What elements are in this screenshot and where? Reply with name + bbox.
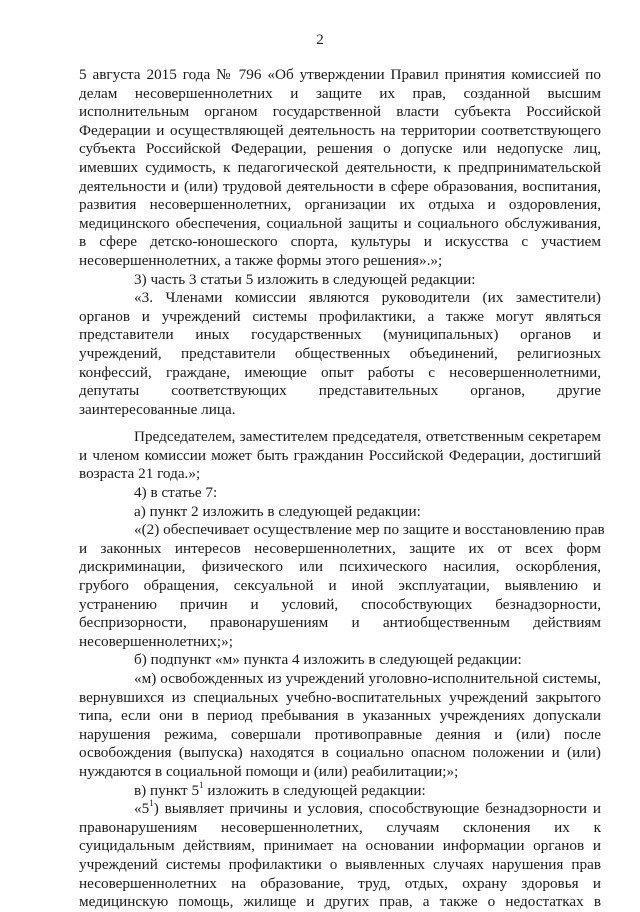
page-number: 2 [316,32,324,48]
text-line [79,726,601,745]
text-line-content: органов и учреждений системы профилактики, а также могут являться [79,307,601,325]
text-line-content: а) пункт 2 изложить в следующей редакции: [134,502,421,520]
text-line-tail: изложить в следующей редакции: [203,781,426,799]
text-line [79,577,601,596]
text-line-content: правонарушениям несовершеннолетних, случаям склонения их к [79,818,601,836]
text-line [79,856,601,875]
text-line-content: беспризорности, правонарушениям и антиобщественным действиям [79,614,601,632]
text-line-content: конфессий, граждане, имеющие опыт работы с несовершеннолетними, [79,363,601,381]
text-line-content: Председателем, заместителем председателя, ответственным секретарем [134,428,601,446]
superscript: 1 [149,798,154,809]
text-line [79,233,601,252]
text-line [79,66,601,85]
text-line [79,196,601,215]
text-line [79,484,601,503]
text-line [79,779,601,801]
text-line-content: возраста 21 года.»; [79,465,201,483]
text-line [79,540,601,559]
text-line [79,140,601,159]
text-line [79,689,601,708]
document-body [79,66,605,912]
text-line-content: в) пункт 5 [134,781,200,799]
text-line-content: суицидальным действиям, принимает на основании информации органов и [79,837,601,855]
text-line-content: «5 [134,800,150,818]
text-line [79,85,601,104]
text-line-content: имевших судимость, к педагогической деятельности, к предпринимательской [79,158,601,176]
text-line-content: «(2) обеспечивает осуществление мер по защите и восстановлению прав [134,521,605,539]
text-line-content: медицинского обеспечения, социальной защиты и социального обслуживания, [79,214,601,232]
text-line [79,122,601,141]
text-line [79,289,601,308]
text-line [79,159,601,178]
text-line-content: делам несовершеннолетних и защите их прав, созданной высшим [79,84,601,102]
text-line [79,503,601,522]
text-line-content: Федерации и осуществляющей деятельность на территории соответствующего [79,121,601,139]
text-line-content: учреждений системы профилактики о выявленных случаях нарушения прав [79,855,601,873]
text-line [79,215,601,234]
text-line [79,744,601,763]
text-line [79,465,601,484]
text-line-content: деятельности и (или) трудовой деятельности в сфере образования, воспитания, [79,177,601,195]
text-line [79,651,601,670]
text-line [79,382,601,401]
text-line-content: «м) освобожденных из учреждений уголовно-исполнительной системы, [134,670,601,687]
text-line-content: нарушения режима, совершали противоправные деяния и (или) после [79,725,601,743]
text-line-content: дискриминации, физического или психического насилия, оскорбления, [79,558,601,576]
text-line-content: нуждаются в социальной помощи и (или) реабилитации;»; [79,762,459,780]
text-line [79,252,601,271]
text-line [79,763,601,782]
text-line [79,670,601,689]
text-line [79,345,601,364]
text-line [79,558,601,577]
text-line [79,633,601,652]
text-line-content: развития несовершеннолетних, организации их отдыха и оздоровления, [79,196,601,214]
text-line-content: б) подпункт «м» пункта 4 изложить в следующей редакции: [134,651,522,669]
text-line [79,308,601,327]
text-line [79,875,601,894]
text-line-content: и членом комиссии может быть гражданин Российской Федерации, достигший [79,446,601,464]
text-line-content: несовершеннолетних на образование, труд, отдых, охрану здоровья и [79,874,601,892]
text-line [79,800,601,819]
text-line-content: в сфере детско-юношеского спорта, культуры и искусства с участием [79,233,601,251]
text-line [79,596,601,615]
text-line [79,447,601,466]
text-line-content: заинтересованные лица. [79,400,236,418]
text-line [79,819,601,838]
text-line [79,428,601,447]
text-line-content: освобождения (выпуска) находятся в социально опасном положении и (или) [79,744,601,762]
text-line [79,103,601,122]
text-line-content: устранению причин и условий, способствующих безнадзорности, [79,595,601,613]
text-line-content: несовершеннолетних;»; [79,632,233,650]
text-line [79,614,601,633]
superscript: 1 [199,779,204,790]
text-line-content: типа, если они в период пребывания в указанных учреждениях допускали [79,707,601,725]
text-line-content: 3) часть 3 статьи 5 изложить в следующей редакции: [134,270,476,288]
text-line [79,326,601,345]
text-line-content: и законных интересов несовершеннолетних, защите их от всех форм [79,539,601,557]
text-line-content: 4) в статье 7: [134,484,218,502]
text-line [79,893,601,912]
text-line-tail: ) выявляет причины и условия, способствующие безнадзорности и [153,800,601,818]
text-line-content: «3. Членами комиссии являются руководители (их заместители) [134,289,601,307]
text-line-content: медицинскую помощь, жилище и других прав, а также о недостатках в [79,893,601,911]
text-line-content: вернувшихся из специальных учебно-воспитательных учреждений закрытого [79,688,601,706]
text-line-content: представители иных государственных (муниципальных) органов и [79,326,601,344]
text-line [79,401,601,420]
text-line [79,837,601,856]
text-line [79,521,605,540]
text-line [79,364,601,383]
text-line-content: учреждений, представители общественных объединений, религиозных [79,344,601,362]
text-line-content: 5 августа 2015 года № 796 «Об утверждении Правил принятия комиссией по [79,66,601,83]
text-line-content: субъекта Российской Федерации, решения о допуске или недопуске лиц, [79,140,601,158]
text-line-content: несовершеннолетних, а также формы этого решения».»; [79,251,443,269]
text-line [79,178,601,197]
text-line-content: исполнительным органом государственной власти субъекта Российской [79,103,601,121]
text-line-content: грубого обращения, сексуальной и иной эксплуатации, выявлению и [79,577,601,595]
text-line-content: депутаты соответствующих представительных органов, другие [79,382,601,400]
text-line [79,271,601,290]
text-line [79,707,601,726]
